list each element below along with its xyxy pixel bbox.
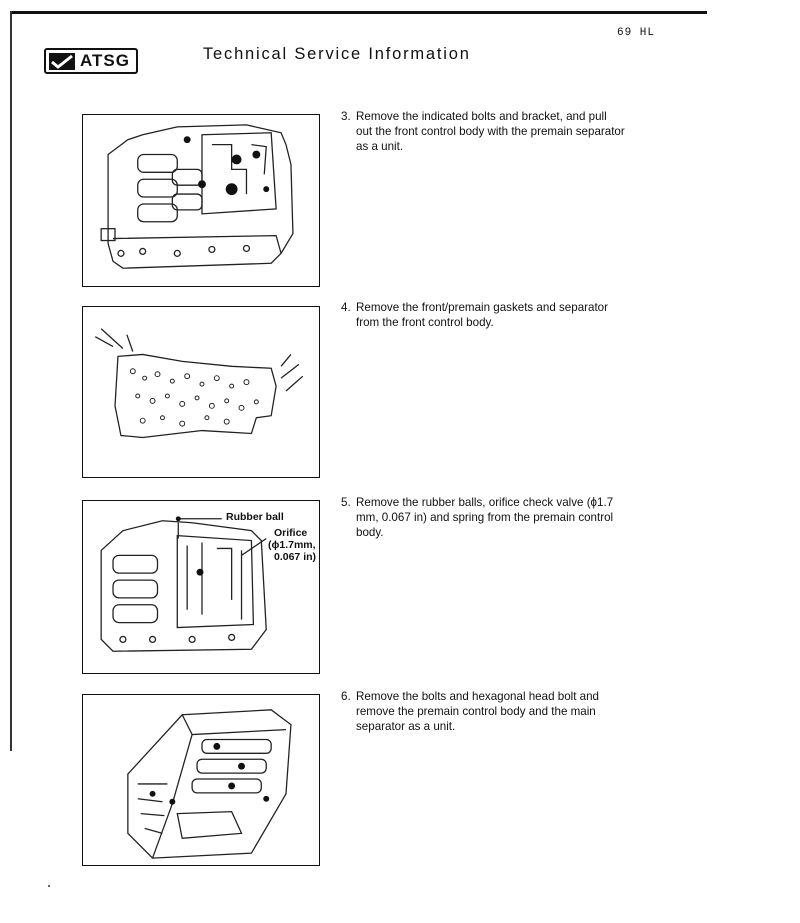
valve-body-illustration-1 [83,115,319,286]
step-5 [341,495,626,540]
step-4 [341,300,626,330]
callout-orifice-line1: Orifice [274,527,308,539]
step-text: Remove the rubber balls, orifice check valve (ϕ1.7 mm, 0.067 in) and spring from the premain control body. [356,496,614,539]
scan-speck [48,885,50,887]
atsg-logo [44,48,138,74]
callout-rubber-ball: Rubber ball [226,511,284,523]
step-text: Remove the front/premain gaskets and separator from the front control body. [356,301,608,329]
page-title: Technical Service Information [203,45,471,63]
callout-orifice-line2: (ϕ1.7mm, [268,539,316,551]
figure-main-separator [82,694,320,866]
left-margin-rule [10,11,12,751]
step-3 [341,109,626,154]
atsg-checkmark-logo-icon [49,53,75,70]
callout-orifice-line3: 0.067 in) [274,551,317,563]
figure-separator-plate [82,306,320,478]
step-text: Remove the bolts and hexagonal head bolt and remove the premain control body and the main separator as a unit. [356,690,600,733]
step-number: 4. [341,301,351,314]
logo-text: ATSG [80,51,130,70]
step-number: 6. [341,690,351,703]
figure-front-control-body [82,114,320,287]
step-number: 3. [341,110,351,123]
main-body-illustration [83,695,319,865]
step-6 [341,689,626,734]
page-number: 69 HL [617,27,656,39]
step-text: Remove the indicated bolts and bracket, and pull out the front control body with the premain separator as a unit. [356,110,625,153]
top-rule [10,11,707,14]
separator-plate-illustration [83,307,319,477]
step-number: 5. [341,496,351,509]
